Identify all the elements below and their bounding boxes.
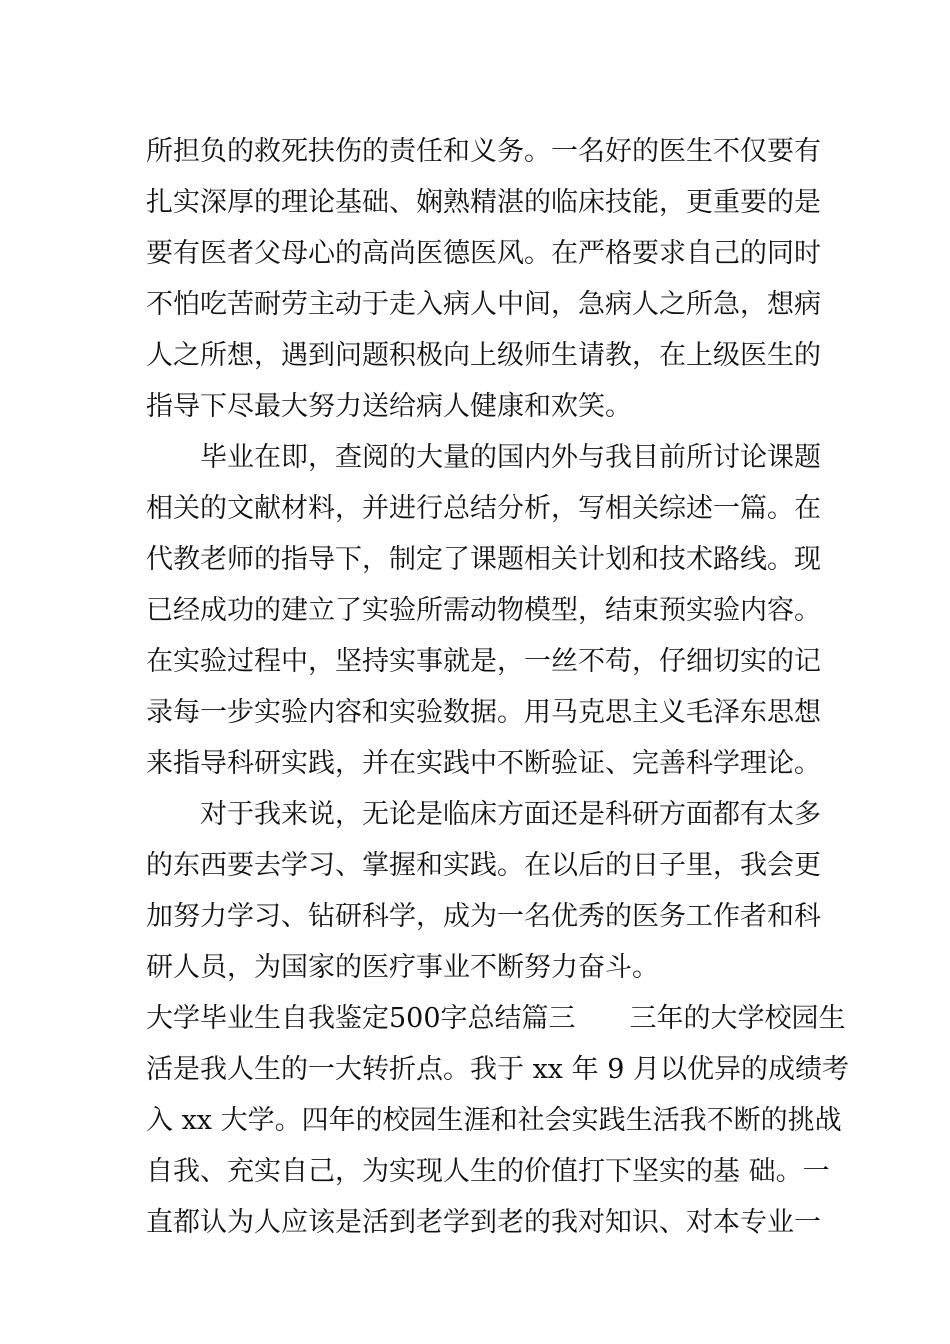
text-line: 扎实深厚的理论基础、娴熟精湛的临床技能，更重要的是: [146, 187, 821, 218]
text-line: 人之所想，遇到问题积极向上级师生请教，在上级医生的: [146, 340, 821, 371]
text-line: 研人员，为国家的医疗事业不断努力奋斗。: [146, 952, 659, 983]
text-line: 加努力学习、钻研科学，成为一名优秀的医务工作者和科: [146, 901, 821, 932]
paragraph-first-line: 对于我来说，无论是临床方面还是科研方面都有太多: [200, 799, 821, 830]
text-line: 来指导科研实践，并在实践中不断验证、完善科学理论。: [146, 748, 821, 779]
text-line: 代教老师的指导下，制定了课题相关计划和技术路线。现: [146, 544, 821, 575]
text-line: 的东西要去学习、掌握和实践。在以后的日子里，我会更: [146, 850, 821, 881]
text-line: 直都认为人应该是活到老学到老的我对知识、对本专业一: [146, 1207, 821, 1238]
text-line: 在实验过程中，坚持实事就是，一丝不苟，仔细切实的记: [146, 646, 821, 677]
text-line: 不怕吃苦耐劳主动于走入病人中间，急病人之所急，想病: [146, 289, 821, 320]
text-line: 要有医者父母心的高尚医德医风。在严格要求自己的同时: [146, 238, 821, 269]
text-line: 指导下尽最大努力送给病人健康和欢笑。: [146, 391, 632, 422]
text-line: 活是我人生的一大转折点。我于 xx 年 9 月以优异的成绩考: [146, 1054, 849, 1085]
text-line: 所担负的救死扶伤的责任和义务。一名好的医生不仅要有: [146, 136, 821, 167]
text-line: 自我、充实自己，为实现人生的价值打下坚实的基 础。一: [146, 1156, 830, 1187]
section-heading-line: 大学毕业生自我鉴定500字总结篇三 三年的大学校园生: [146, 1003, 846, 1034]
text-line: 入 xx 大学。四年的校园生涯和社会实践生活我不断的挑战: [146, 1105, 842, 1136]
document-body: [146, 126, 849, 1248]
text-line: 相关的文献材料，并进行总结分析，写相关综述一篇。在: [146, 493, 821, 524]
paragraph-first-line: 毕业在即，查阅的大量的国内外与我目前所讨论课题: [200, 442, 821, 473]
text-line: 已经成功的建立了实验所需动物模型，结束预实验内容。: [146, 595, 821, 626]
text-line: 录每一步实验内容和实验数据。用马克思主义毛泽东思想: [146, 697, 821, 728]
